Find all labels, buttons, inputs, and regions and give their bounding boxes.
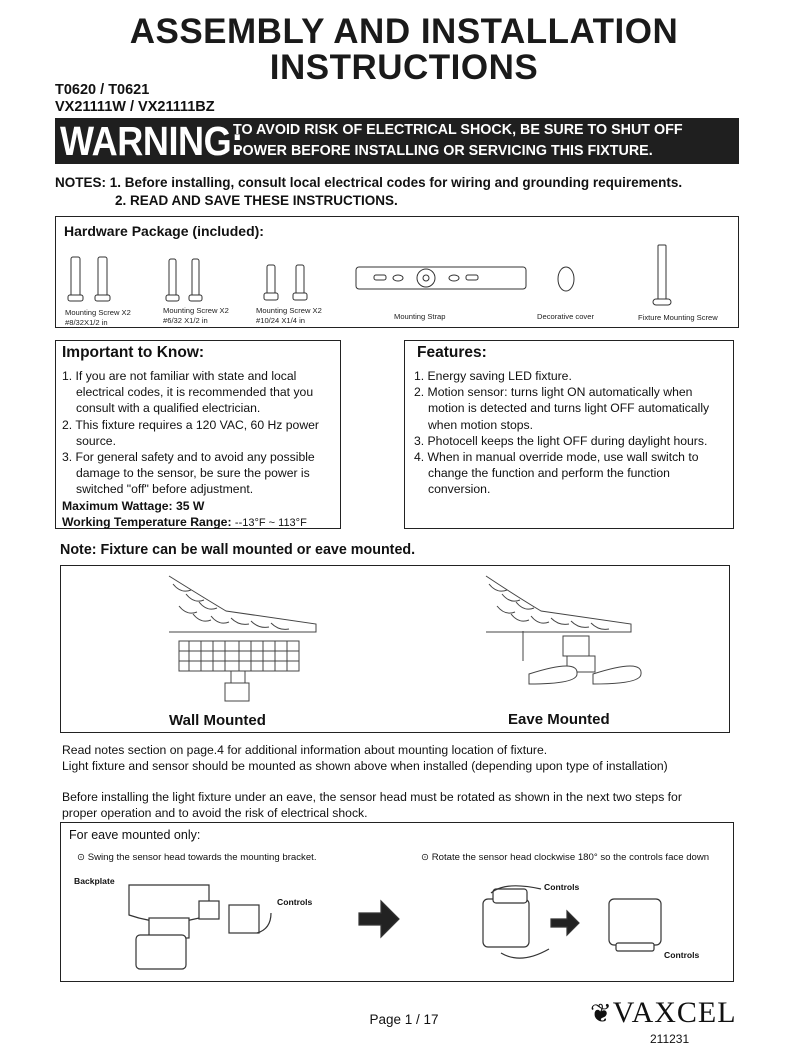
- note-2: 2. READ AND SAVE THESE INSTRUCTIONS.: [115, 193, 398, 208]
- warning-text-2: POWER BEFORE INSTALLING OR SERVICING THIS FIXTURE.: [233, 143, 653, 159]
- model-numbers-2: VX21111W / VX21111BZ: [55, 99, 215, 115]
- hardware-heading: Hardware Package (included):: [64, 223, 264, 239]
- features-box: [404, 340, 734, 529]
- backplate-icon: [129, 885, 209, 922]
- hw-item-6-name: Fixture Mounting Screw: [638, 313, 718, 322]
- page-title-line-1: ASSEMBLY AND INSTALLATION: [129, 12, 679, 51]
- led-panel-icon: [179, 641, 239, 671]
- hw-item-1-name: Mounting Screw X2: [65, 308, 131, 317]
- temp-range-value: --13°F ~ 113°F: [234, 516, 307, 529]
- controls-label-2: Controls: [544, 882, 580, 892]
- backplate-label: Backplate: [74, 876, 115, 886]
- model-numbers-1: T0620 / T0621: [55, 82, 150, 98]
- feature-item-1: 1. Energy saving LED fixture.: [414, 369, 572, 383]
- target-bullet-icon: ⊙: [421, 852, 432, 863]
- led-panel-icon: [529, 666, 577, 684]
- hardware-illustrations: [56, 217, 738, 327]
- hw-item-5-name: Decorative cover: [537, 312, 594, 321]
- controls-label-1: Controls: [277, 897, 313, 907]
- paragraph-1: Read notes section on page.4 for additional information about mounting location of fixture.: [62, 743, 548, 757]
- hw-item-1-spec: #8/32X1/2 in: [65, 318, 108, 327]
- note-1: NOTES: 1. Before installing, consult local electrical codes for wiring and grounding requirements.: [55, 175, 683, 190]
- sensor-head-icon: [229, 905, 259, 933]
- document-code: 211231: [650, 1032, 690, 1046]
- mounting-screw-icon: [166, 259, 202, 301]
- hardware-package-box: [55, 216, 739, 328]
- page-title-line-2: INSTRUCTIONS: [269, 48, 539, 87]
- important-heading: Important to Know:: [58, 344, 208, 362]
- paragraph-3: Before installing the light fixture under an eave, the sensor head must be rotated as shown in the next two steps for: [62, 790, 682, 804]
- hw-item-2-name: Mounting Screw X2: [163, 306, 229, 315]
- eave-mounted-label: Eave Mounted: [508, 711, 610, 728]
- important-box: [55, 340, 341, 529]
- warning-text-1: TO AVOID RISK OF ELECTRICAL SHOCK, BE SURE TO SHUT OFF: [233, 122, 683, 138]
- notes: [55, 174, 682, 210]
- mounting-illustrations: [61, 566, 729, 732]
- important-item-3: 3. For general safety and to avoid any possible damage to the sensor, be sure the power is switched "off" before adjustment.: [62, 450, 315, 497]
- roof-icon: [169, 576, 316, 632]
- controls-label-3: Controls: [664, 950, 700, 960]
- eave-steps-heading: For eave mounted only:: [69, 828, 201, 842]
- arrow-right-icon: [359, 901, 399, 937]
- mounting-screw-icon: [68, 257, 110, 301]
- important-item-1: 1. If you are not familiar with state and local electrical codes, it is recommended that you consult with a qualified electrician.: [62, 369, 314, 416]
- sensor-head-icon: [609, 899, 661, 945]
- motion-sensor-icon: [225, 683, 249, 701]
- max-wattage: Maximum Wattage: 35 W: [62, 498, 205, 513]
- step-1-text: ⊙ Swing the sensor head towards the mounting bracket.: [77, 852, 317, 863]
- rotate-arrow-icon: [501, 949, 549, 958]
- features-heading: Features:: [413, 344, 491, 362]
- feature-item-4: 4. When in manual override mode, use wall switch to change the function and perform the function conversion.: [414, 450, 699, 497]
- step-2-text: ⊙ Rotate the sensor head clockwise 180° so the controls face down: [421, 852, 710, 863]
- important-item-2: 2. This fixture requires a 120 VAC, 60 Hz power source.: [62, 417, 319, 448]
- feature-item-2: 2. Motion sensor: turns light ON automatically when motion is detected and turns light OFF automatically when motion stops.: [414, 385, 710, 432]
- hw-item-2-spec: #6/32 X1/2 in: [163, 316, 208, 325]
- mounting-illustration-box: [60, 565, 730, 733]
- arrow-right-icon: [551, 911, 579, 935]
- sensor-head-icon: [483, 899, 529, 947]
- warning-label: WARNING:: [60, 118, 243, 164]
- light-head-icon: [136, 935, 186, 969]
- hw-item-3-name: Mounting Screw X2: [256, 306, 322, 315]
- warning-banner: [55, 118, 739, 164]
- mounting-screw-icon: [264, 265, 307, 300]
- paragraph-4: proper operation and to avoid the risk of electrical shock.: [62, 806, 368, 820]
- hw-item-4-name: Mounting Strap: [394, 312, 446, 321]
- mounting-strap-icon: [356, 267, 526, 289]
- brand-logo: ❦VAXCEL: [590, 996, 737, 1029]
- paragraph-2: Light fixture and sensor should be mounted as shown above when installed (depending upon type of installation): [62, 759, 668, 773]
- eave-steps-box: [60, 822, 734, 982]
- eave-step-illustrations: [61, 823, 733, 981]
- decorative-cover-icon: [558, 267, 574, 291]
- hw-item-3-spec: #10/24 X1/4 in: [256, 316, 305, 325]
- fixture-screw-icon: [653, 245, 671, 305]
- feature-item-3: 3. Photocell keeps the light OFF during daylight hours.: [414, 433, 708, 448]
- page-number: Page 1 / 17: [369, 1012, 439, 1027]
- wall-mounted-label: Wall Mounted: [169, 712, 266, 729]
- temp-range-label: Working Temperature Range:: [62, 514, 232, 529]
- target-bullet-icon: ⊙: [77, 852, 88, 863]
- mounting-note: Note: Fixture can be wall mounted or eave mounted.: [60, 542, 416, 558]
